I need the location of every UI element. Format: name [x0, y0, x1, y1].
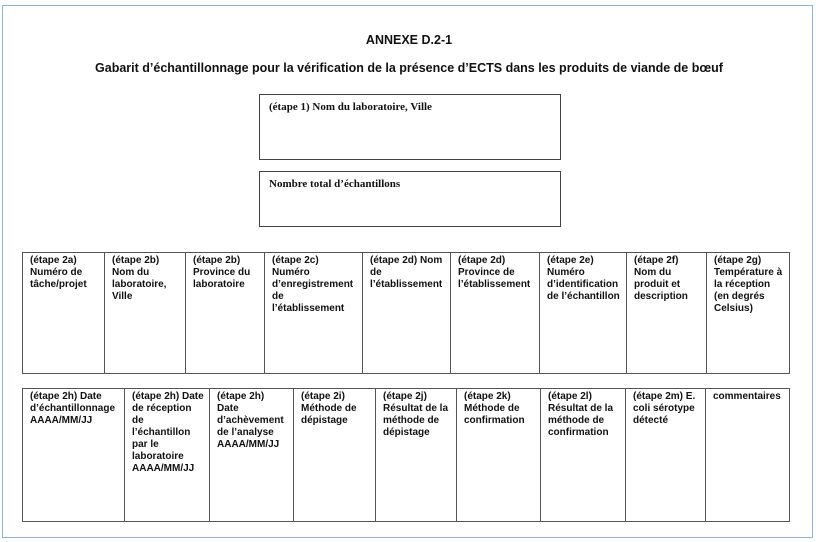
- cell-step-2h-completion-date[interactable]: (étape 2h) Date d’achèvement de l’analyse AAAA/MM/JJ: [210, 389, 294, 522]
- annex-title: ANNEXE D.2-1: [365, 33, 453, 47]
- cell-step-2f[interactable]: (étape 2f) Nom du produit et description: [627, 253, 707, 374]
- cell-step-2m[interactable]: (étape 2m) E. coli sérotype détecté: [626, 389, 706, 522]
- cell-comments[interactable]: commentaires: [706, 389, 790, 522]
- cell-step-2j[interactable]: (étape 2j) Résultat de la méthode de dépistage: [376, 389, 457, 522]
- cell-step-2i[interactable]: (étape 2i) Méthode de dépistage: [294, 389, 376, 522]
- document-subtitle: Gabarit d’échantillonnage pour la vérification de la présence d’ECTS dans les produits de viande de bœuf: [95, 61, 723, 75]
- lab-name-label: (étape 1) Nom du laboratoire, Ville: [269, 101, 432, 113]
- cell-step-2b-lab-province[interactable]: (étape 2b) Province du laboratoire: [186, 253, 265, 374]
- total-samples-label: Nombre total d’échantillons: [269, 178, 401, 190]
- cell-step-2d-establishment-province[interactable]: (étape 2d) Province de l’établissement: [451, 253, 540, 374]
- cell-step-2l[interactable]: (étape 2l) Résultat de la méthode de confirmation: [541, 389, 626, 522]
- lab-name-field[interactable]: [259, 94, 561, 160]
- cell-step-2h-reception-date[interactable]: (étape 2h) Date de réception de l’échantillon par le laboratoire AAAA/MM/JJ: [125, 389, 210, 522]
- cell-step-2b-lab-name[interactable]: (étape 2b) Nom du laboratoire, Ville: [105, 253, 186, 374]
- cell-step-2a[interactable]: (étape 2a) Numéro de tâche/projet: [23, 253, 105, 374]
- cell-step-2e[interactable]: (étape 2e) Numéro d’identification de l’échantillon: [540, 253, 627, 374]
- cell-step-2d-establishment-name[interactable]: (étape 2d) Nom de l’établissement: [363, 253, 451, 374]
- cell-step-2h-sampling-date[interactable]: (étape 2h) Date d’échantillonnage AAAA/MM/JJ: [23, 389, 125, 522]
- sample-table-part-1: [22, 252, 790, 374]
- total-samples-field[interactable]: [259, 171, 561, 227]
- sample-table-part-2: [22, 388, 790, 522]
- cell-step-2c[interactable]: (étape 2c) Numéro d’enregistrement de l’établissement: [265, 253, 363, 374]
- cell-step-2g[interactable]: (étape 2g) Température à la réception (en degrés Celsius): [707, 253, 790, 374]
- cell-step-2k[interactable]: (étape 2k) Méthode de confirmation: [457, 389, 541, 522]
